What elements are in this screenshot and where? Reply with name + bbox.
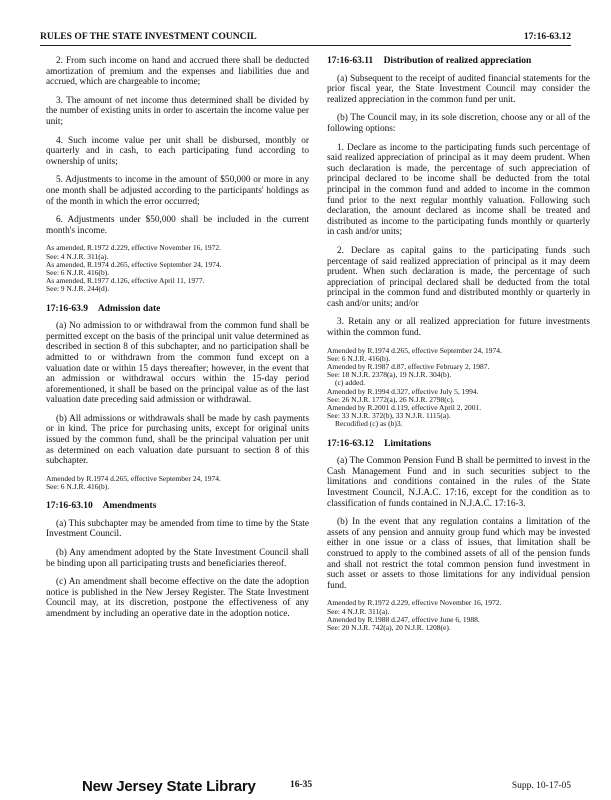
amendment-line: As amended, R.1974 d.265, effective September 24, 1974. [46, 259, 222, 269]
paragraph-b: (b) The Council may, in its sole discretion, choose any or all of the following options: [327, 113, 590, 134]
section-number: 17:16-63.10 [46, 501, 93, 512]
left-column [46, 56, 309, 628]
paragraph-a: (a) This subchapter may be amended from time to time by the State Investment Council. [46, 518, 309, 540]
section-heading [327, 56, 590, 67]
paragraph-a: (a) The Common Pension Fund B shall be permitted to invest in the Cash Management Fund and in such securities subject to the limitations and conditions contained in the rules of the State Investment Council, N.J.A.C. 17:16, except for the condition as to classification of funds contained in N.J.A.C. 17:16-3. [327, 456, 590, 509]
section-heading [46, 304, 309, 315]
amendment-history [46, 475, 309, 491]
paragraph-a: (a) Subsequent to the receipt of audited financial statements for the prior fiscal year, the State Investment Council may consider the realized appreciation in the common fund per unit. [327, 73, 590, 105]
paragraph-3: 3. The amount of net income thus determined shall be divided by the number of existing units in order to ascertain the income value per unit; [46, 95, 309, 127]
paragraph-6: 6. Adjustments under $50,000 shall be included in the current month's income. [46, 215, 309, 236]
paragraph-b3: 3. Retain any or all realized appreciation for future investments within the common fund. [327, 317, 590, 339]
paragraph-b1: 1. Declare as income to the participating funds such percentage of said realized appreciation of principal as it may deem prudent. When such declaration is made, the percentage of such appreciation of principal declared to be income shall be deducted from the total principal in the common fund and added to income in the common fund prior to the next regular monthly valuation. Following such declaration, the amount declared as income shall be treated and distributed as income to the participating funds monthly or quarterly in cash and/or units; [327, 142, 590, 238]
amendment-line: Recodified (c) as (b)3. [335, 419, 403, 429]
amendment-line: Amended by R.1994 d.327, effective July 5, 1994. [327, 386, 479, 396]
paragraph-4: 4. Such income value per unit shall be disbursed, montbly or quarterly and in cash, to each participating fund according to ownership of units; [46, 135, 309, 167]
amendment-line: Amended by R.2001 d.119, effective April 2, 2001. [327, 403, 482, 413]
amendment-line: See: 26 N.J.R. 1772(a), 26 N.J.R. 2798(c). [327, 394, 455, 404]
header-title: RULES OF THE STATE INVESTMENT COUNCIL [40, 31, 257, 42]
amendment-line: See: 6 N.J.R. 416(b). [46, 267, 110, 277]
amendment-line: See: 33 N.J.R. 372(b), 33 N.J.R. 1115(a). [327, 411, 451, 421]
amendment-line: Amended by R.1988 d.247, effective June 6, 1988. [327, 614, 480, 624]
amendment-line: Amended by R.1974 d.265, effective September 24, 1974. [46, 473, 221, 483]
section-number: 17:16-63.11 [327, 56, 374, 66]
amendment-line: Amended by R.1974 d.265, effective September 24, 1974. [327, 345, 502, 355]
supplement-date: Supp. 10-17-05 [511, 781, 571, 791]
amendment-line: (c) added. [335, 378, 365, 388]
paragraph-2: 2. From such income on hand and accrued there shall be deducted amortization of premium and the expenses and liabilities due and accrued, which are chargeable to income; [46, 56, 309, 88]
section-heading [46, 501, 309, 512]
amendment-history [327, 599, 590, 632]
amendment-line: Amended by R.1972 d.229, effective November 16, 1972. [327, 598, 502, 608]
amendment-line: As amended, R.1972 d.229, effective November 16, 1972. [46, 243, 222, 253]
running-header [40, 31, 571, 46]
paragraph-b: (b) In the event that any regulation contains a limitation of the assets of any pension and annuity group fund which may be invested either in one issue or a class of issues, that limitation shall be construed to apply to the combined assets of all of the pension funds and shall not restrict the total common pension fund investment in such asset or assets to those limitations for any individual pension fund. [327, 517, 590, 591]
right-column [327, 56, 590, 642]
amendment-line: See: 6 N.J.R. 416(b). [46, 482, 110, 492]
amendment-line: As amended, R.1977 d.126, effective April 11, 1977. [46, 276, 205, 286]
page-number: 16-35 [290, 780, 313, 790]
paragraph-b: (b) All admissions or withdrawals shall be made by cash payments or in kind. The price for purchasing units, except for original units issued by the common fund, shall be the principal valuation per unit as determined on each valuation date pursuant to section 8 of this subchapter. [46, 413, 309, 467]
paragraph-c: (c) An amendment shall become effective on the date the adoption notice is published in the New Jersey Register. The State Investment Council may, at its discretion, postpone the effectiveness of any amendment by including an operative date in the adoption notice. [46, 577, 309, 619]
section-title: Distribution of realized appreciation [383, 56, 532, 66]
section-heading [327, 439, 590, 450]
section-title: Admission date [97, 303, 161, 314]
amendment-line: See: 4 N.J.R. 311(a). [46, 251, 109, 261]
library-watermark: New Jersey State Library [82, 778, 256, 795]
paragraph-b2: 2. Declare as capital gains to the participating funds such percentage of said realized appreciation of principal as it may deem prudent. When such declaration is made, the percentage of such appreciation of principal declared shall be deducted from the total principal in the common fund and distributed monthly or quarterly in cash and/or units; and/or [327, 245, 590, 309]
paragraph-a: (a) No admission to or withdrawal from the common fund shall be permitted except on the basis of the principal unit value determined as described in section 8 of this subchapter, and no participation shall be admitted to or withdrawn from the common fund except on a valuation date or within 15 days thereafter; however, in the event that an admission or withdrawal occurs within the 15-day period aforementioned, it shall be based on the principal value as of the last valuation date preceding said admission or withdrawal. [46, 321, 309, 406]
header-section-ref: 17:16-63.12 [523, 31, 571, 42]
paragraph-5: 5. Adjustments to income in the amount of $50,000 or more in any one month shall be adjusted according to the participants' holdings as of the month in which the error occurred; [46, 175, 309, 207]
amendment-line: See: 6 N.J.R. 416(b). [327, 353, 391, 363]
amendment-line: Amended by R.1987 d.87, effective February 2, 1987. [327, 362, 490, 372]
paragraph-b: (b) Any amendment adopted by the State Investment Council shall be binding upon all participating trusts and beneficiaries thereof. [46, 548, 309, 569]
amendment-history [327, 347, 590, 429]
amendment-history [46, 244, 309, 293]
amendment-line: See: 9 N.J.R. 244(d). [46, 284, 110, 294]
amendment-line: See: 18 N.J.R. 2378(a), 19 N.J.R. 304(b). [327, 370, 452, 380]
amendment-line: See: 4 N.J.R. 311(a). [327, 606, 390, 616]
section-number: 17:16-63.12 [327, 438, 374, 449]
section-title: Limitations [384, 438, 432, 449]
amendment-line: See: 20 N.J.R. 742(a), 20 N.J.R. 1208(e). [327, 623, 451, 633]
section-title: Amendments [102, 501, 157, 512]
section-number: 17:16-63.9 [46, 303, 88, 314]
